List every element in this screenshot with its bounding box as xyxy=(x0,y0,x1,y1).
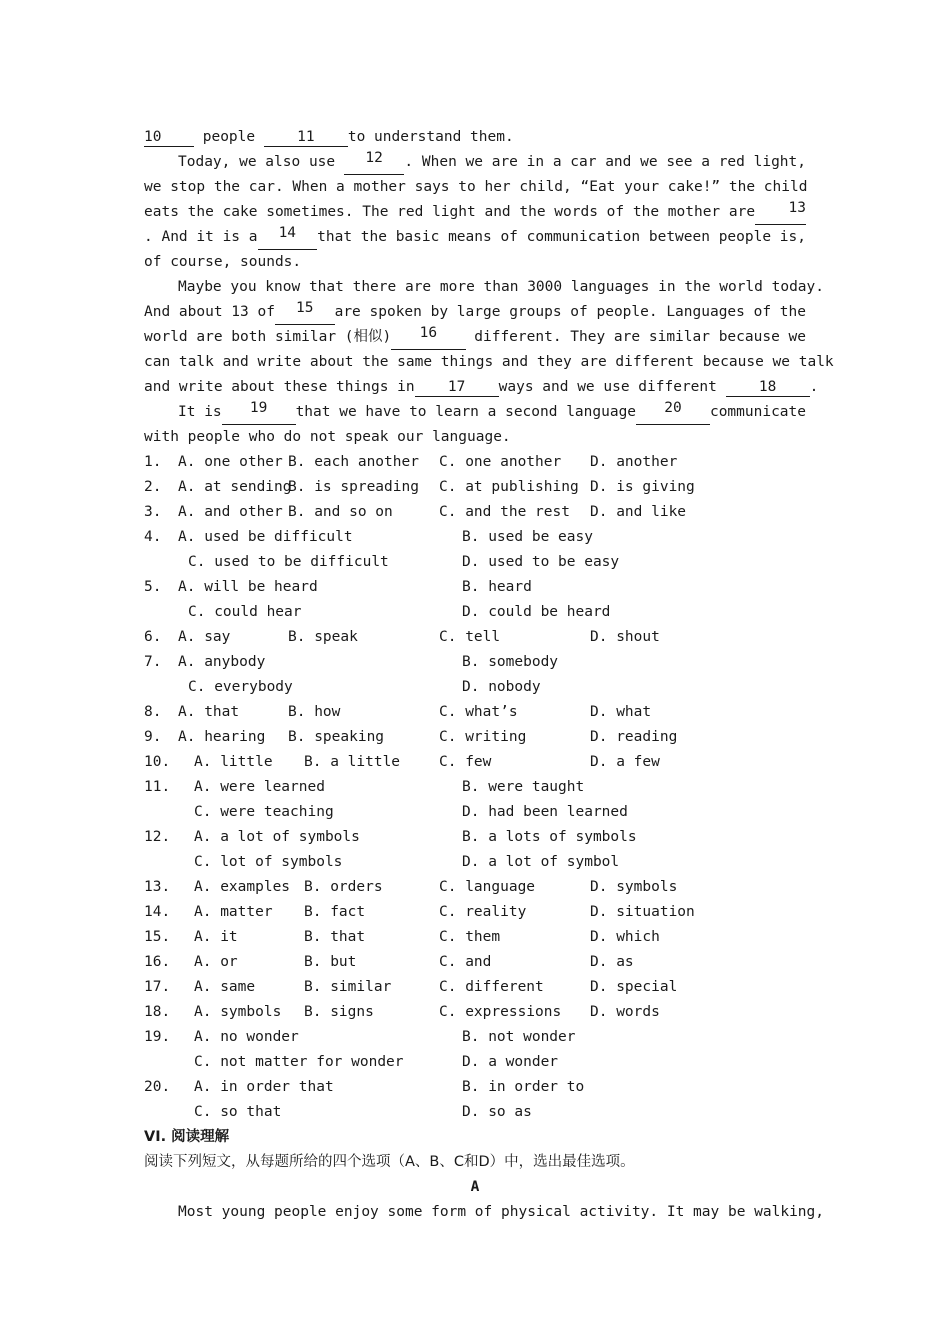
option-text: D. nobody xyxy=(462,679,541,695)
question-row xyxy=(144,800,806,825)
option-text: 19. xyxy=(144,1029,171,1045)
passage-text: are spoken by large groups of people. Languages of the xyxy=(334,304,806,320)
option-text: D. could be heard xyxy=(462,604,611,620)
passage-line xyxy=(144,200,806,225)
option-text: A. one other xyxy=(178,454,283,470)
passage-line: Maybe you know that there are more than 3000 languages in the world today. xyxy=(178,279,825,295)
option-text: D. reading xyxy=(590,729,678,745)
question-row xyxy=(144,875,806,900)
spacer xyxy=(178,550,188,575)
option-text: A. were learned xyxy=(194,779,325,795)
question-row xyxy=(144,725,806,750)
option-text: C. not matter for wonder xyxy=(194,1054,404,1070)
question-row xyxy=(144,600,806,625)
option-text: B. and so on xyxy=(288,504,393,520)
option-text: 12. xyxy=(144,829,171,845)
option-text: C. everybody xyxy=(188,679,293,695)
option-text: C. and xyxy=(439,954,492,970)
option-text: 9. xyxy=(144,729,162,745)
option-text: 11. xyxy=(144,779,171,795)
spacer xyxy=(144,600,178,625)
option-text: C. used to be difficult xyxy=(188,554,389,570)
passage-line xyxy=(144,300,806,325)
option-text: D. a wonder xyxy=(462,1054,559,1070)
option-text: C. few xyxy=(439,754,492,770)
option-text: 16. xyxy=(144,954,171,970)
option-text: 3. xyxy=(144,504,162,520)
option-text: B. somebody xyxy=(462,654,559,670)
question-row xyxy=(144,675,806,700)
spacer xyxy=(144,800,194,825)
spacer xyxy=(144,850,194,875)
spacer xyxy=(178,600,188,625)
option-text: A. at sending xyxy=(178,479,292,495)
blank-18: 18 xyxy=(726,379,810,397)
option-text: D. so as xyxy=(462,1104,532,1120)
passage-text: . And it is a xyxy=(144,229,258,245)
option-text: C. lot of symbols xyxy=(194,854,343,870)
passage-text: different. They are similar because we xyxy=(465,329,806,345)
part-label: A xyxy=(470,1179,480,1195)
option-text: B. similar xyxy=(304,979,392,995)
question-row xyxy=(144,625,806,650)
option-text: C. language xyxy=(439,879,536,895)
option-text: D. another xyxy=(590,454,678,470)
question-row xyxy=(144,775,806,800)
option-text: A. it xyxy=(194,929,238,945)
passage-text: eats the cake sometimes. The red light and the words of the mother are xyxy=(144,204,756,220)
option-text: C. reality xyxy=(439,904,527,920)
option-text: 4. xyxy=(144,529,162,545)
option-text: 13. xyxy=(144,879,171,895)
option-text: D. a few xyxy=(590,754,660,770)
passage-line xyxy=(144,225,806,250)
blank-14: 14 xyxy=(258,225,318,250)
passage-text: world are both similar (相似) xyxy=(144,329,392,345)
passage-text: And about 13 of xyxy=(144,304,275,320)
question-row xyxy=(144,700,806,725)
option-text: B. that xyxy=(304,929,366,945)
option-text: D. special xyxy=(590,979,678,995)
option-text: 14. xyxy=(144,904,171,920)
option-text: A. say xyxy=(178,629,231,645)
question-row xyxy=(144,500,806,525)
question-row xyxy=(144,650,806,675)
blank-15: 15 xyxy=(275,300,335,325)
option-text: B. a lots of symbols xyxy=(462,829,637,845)
spacer xyxy=(144,675,178,700)
option-text: A. will be heard xyxy=(178,579,318,595)
passage-line: with people who do not speak our language. xyxy=(144,429,511,445)
option-text: A. same xyxy=(194,979,256,995)
option-text: D. is giving xyxy=(590,479,695,495)
document-page xyxy=(144,125,834,1225)
option-text: B. used be easy xyxy=(462,529,593,545)
option-text: D. shout xyxy=(590,629,660,645)
passage-line: we stop the car. When a mother says to her child, “Eat your cake!” the child xyxy=(144,179,808,195)
passage-text: communicate xyxy=(709,404,806,420)
blank-11: 11 xyxy=(264,129,348,147)
option-text: B. fact xyxy=(304,904,366,920)
option-text: C. writing xyxy=(439,729,527,745)
option-text: 20. xyxy=(144,1079,171,1095)
passage-text: Today, we also use xyxy=(178,154,344,170)
question-row xyxy=(144,1050,806,1075)
question-row xyxy=(144,925,806,950)
option-text: A. a lot of symbols xyxy=(194,829,360,845)
option-text: A. or xyxy=(194,954,238,970)
question-row xyxy=(144,825,806,850)
question-row xyxy=(144,475,806,500)
option-text: C. expressions xyxy=(439,1004,562,1020)
option-text: B. were taught xyxy=(462,779,585,795)
option-text: A. and other xyxy=(178,504,283,520)
question-row xyxy=(144,900,806,925)
option-text: D. symbols xyxy=(590,879,678,895)
passage-text: . When we are in a car and we see a red light, xyxy=(404,154,806,170)
blank-16: 16 xyxy=(391,325,465,350)
question-row xyxy=(144,525,806,550)
spacer xyxy=(144,1050,194,1075)
question-row xyxy=(144,1075,806,1100)
passage-text: and write about these things in xyxy=(144,379,415,395)
option-text: B. in order to xyxy=(462,1079,585,1095)
option-text: A. used be difficult xyxy=(178,529,353,545)
option-text: C. one another xyxy=(439,454,562,470)
option-text: D. a lot of symbol xyxy=(462,854,620,870)
question-row xyxy=(144,975,806,1000)
question-row xyxy=(144,550,806,575)
option-text: A. no wonder xyxy=(194,1029,299,1045)
spacer xyxy=(144,1100,194,1125)
option-text: B. speak xyxy=(288,629,358,645)
spacer xyxy=(144,550,178,575)
option-text: D. had been learned xyxy=(462,804,628,820)
option-text: B. a little xyxy=(304,754,401,770)
passage-text: It is xyxy=(178,404,222,420)
option-text: C. and the rest xyxy=(439,504,570,520)
option-text: C. tell xyxy=(439,629,501,645)
question-row xyxy=(144,1000,806,1025)
option-text: D. words xyxy=(590,1004,660,1020)
section-heading: VI. 阅读理解 xyxy=(144,1129,230,1145)
option-text: 10. xyxy=(144,754,171,770)
blank-12: 12 xyxy=(344,150,405,175)
option-text: B. how xyxy=(288,704,341,720)
option-text: 5. xyxy=(144,579,162,595)
passage-text: . xyxy=(809,379,819,395)
option-text: A. symbols xyxy=(194,1004,282,1020)
option-text: D. as xyxy=(590,954,634,970)
option-text: C. different xyxy=(439,979,544,995)
option-text: 2. xyxy=(144,479,162,495)
passage-text: ways and we use different xyxy=(498,379,726,395)
option-text: B. not wonder xyxy=(462,1029,576,1045)
question-row xyxy=(144,950,806,975)
passage-line: Most young people enjoy some form of physical activity. It may be walking, xyxy=(178,1204,825,1220)
option-text: A. examples xyxy=(194,879,291,895)
option-text: B. signs xyxy=(304,1004,374,1020)
option-text: 8. xyxy=(144,704,162,720)
option-text: 15. xyxy=(144,929,171,945)
option-text: A. anybody xyxy=(178,654,266,670)
passage-line xyxy=(144,400,806,425)
option-text: 7. xyxy=(144,654,162,670)
option-text: C. what’s xyxy=(439,704,518,720)
option-text: A. little xyxy=(194,754,273,770)
option-text: 18. xyxy=(144,1004,171,1020)
option-text: C. them xyxy=(439,929,501,945)
passage-line: can talk and write about the same things and they are different because we talk xyxy=(144,354,834,370)
passage-text: to understand them. xyxy=(347,129,514,145)
option-text: B. but xyxy=(304,954,357,970)
option-text: A. in order that xyxy=(194,1079,334,1095)
option-text: D. what xyxy=(590,704,652,720)
option-text: A. hearing xyxy=(178,729,266,745)
blank-17: 17 xyxy=(415,379,499,397)
option-text: C. were teaching xyxy=(194,804,334,820)
option-text: D. and like xyxy=(590,504,687,520)
option-text: D. which xyxy=(590,929,660,945)
blank-19: 19 xyxy=(222,400,296,425)
blank-10: 10 xyxy=(144,129,194,147)
option-text: B. heard xyxy=(462,579,532,595)
passage-line xyxy=(144,325,806,350)
passage-line xyxy=(144,150,806,175)
option-text: 17. xyxy=(144,979,171,995)
passage-line xyxy=(144,125,806,150)
question-row xyxy=(144,575,806,600)
option-text: C. could hear xyxy=(188,604,302,620)
passage-text: that we have to learn a second language xyxy=(295,404,637,420)
section-instruction: 阅读下列短文，从每题所给的四个选项（A、B、C和D）中，选出最佳选项。 xyxy=(144,1154,635,1170)
option-text: B. orders xyxy=(304,879,383,895)
option-text: 1. xyxy=(144,454,162,470)
option-text: D. used to be easy xyxy=(462,554,620,570)
option-text: A. matter xyxy=(194,904,273,920)
question-row xyxy=(144,1100,806,1125)
question-row xyxy=(144,1025,806,1050)
question-row xyxy=(144,850,806,875)
passage-line: of course, sounds. xyxy=(144,254,302,270)
option-text: D. situation xyxy=(590,904,695,920)
option-text: A. that xyxy=(178,704,240,720)
option-text: 6. xyxy=(144,629,162,645)
passage-line xyxy=(144,375,819,400)
spacer xyxy=(178,675,188,700)
blank-20: 20 xyxy=(636,400,710,425)
option-text: C. at publishing xyxy=(439,479,579,495)
passage-text: people xyxy=(194,129,264,145)
question-row xyxy=(144,750,806,775)
option-text: B. each another xyxy=(288,454,419,470)
option-text: C. so that xyxy=(194,1104,282,1120)
passage-text: that the basic means of communication between people is, xyxy=(317,229,806,245)
question-row xyxy=(144,450,806,475)
option-text: B. is spreading xyxy=(288,479,419,495)
option-text: B. speaking xyxy=(288,729,385,745)
blank-13: 13 xyxy=(755,200,806,225)
